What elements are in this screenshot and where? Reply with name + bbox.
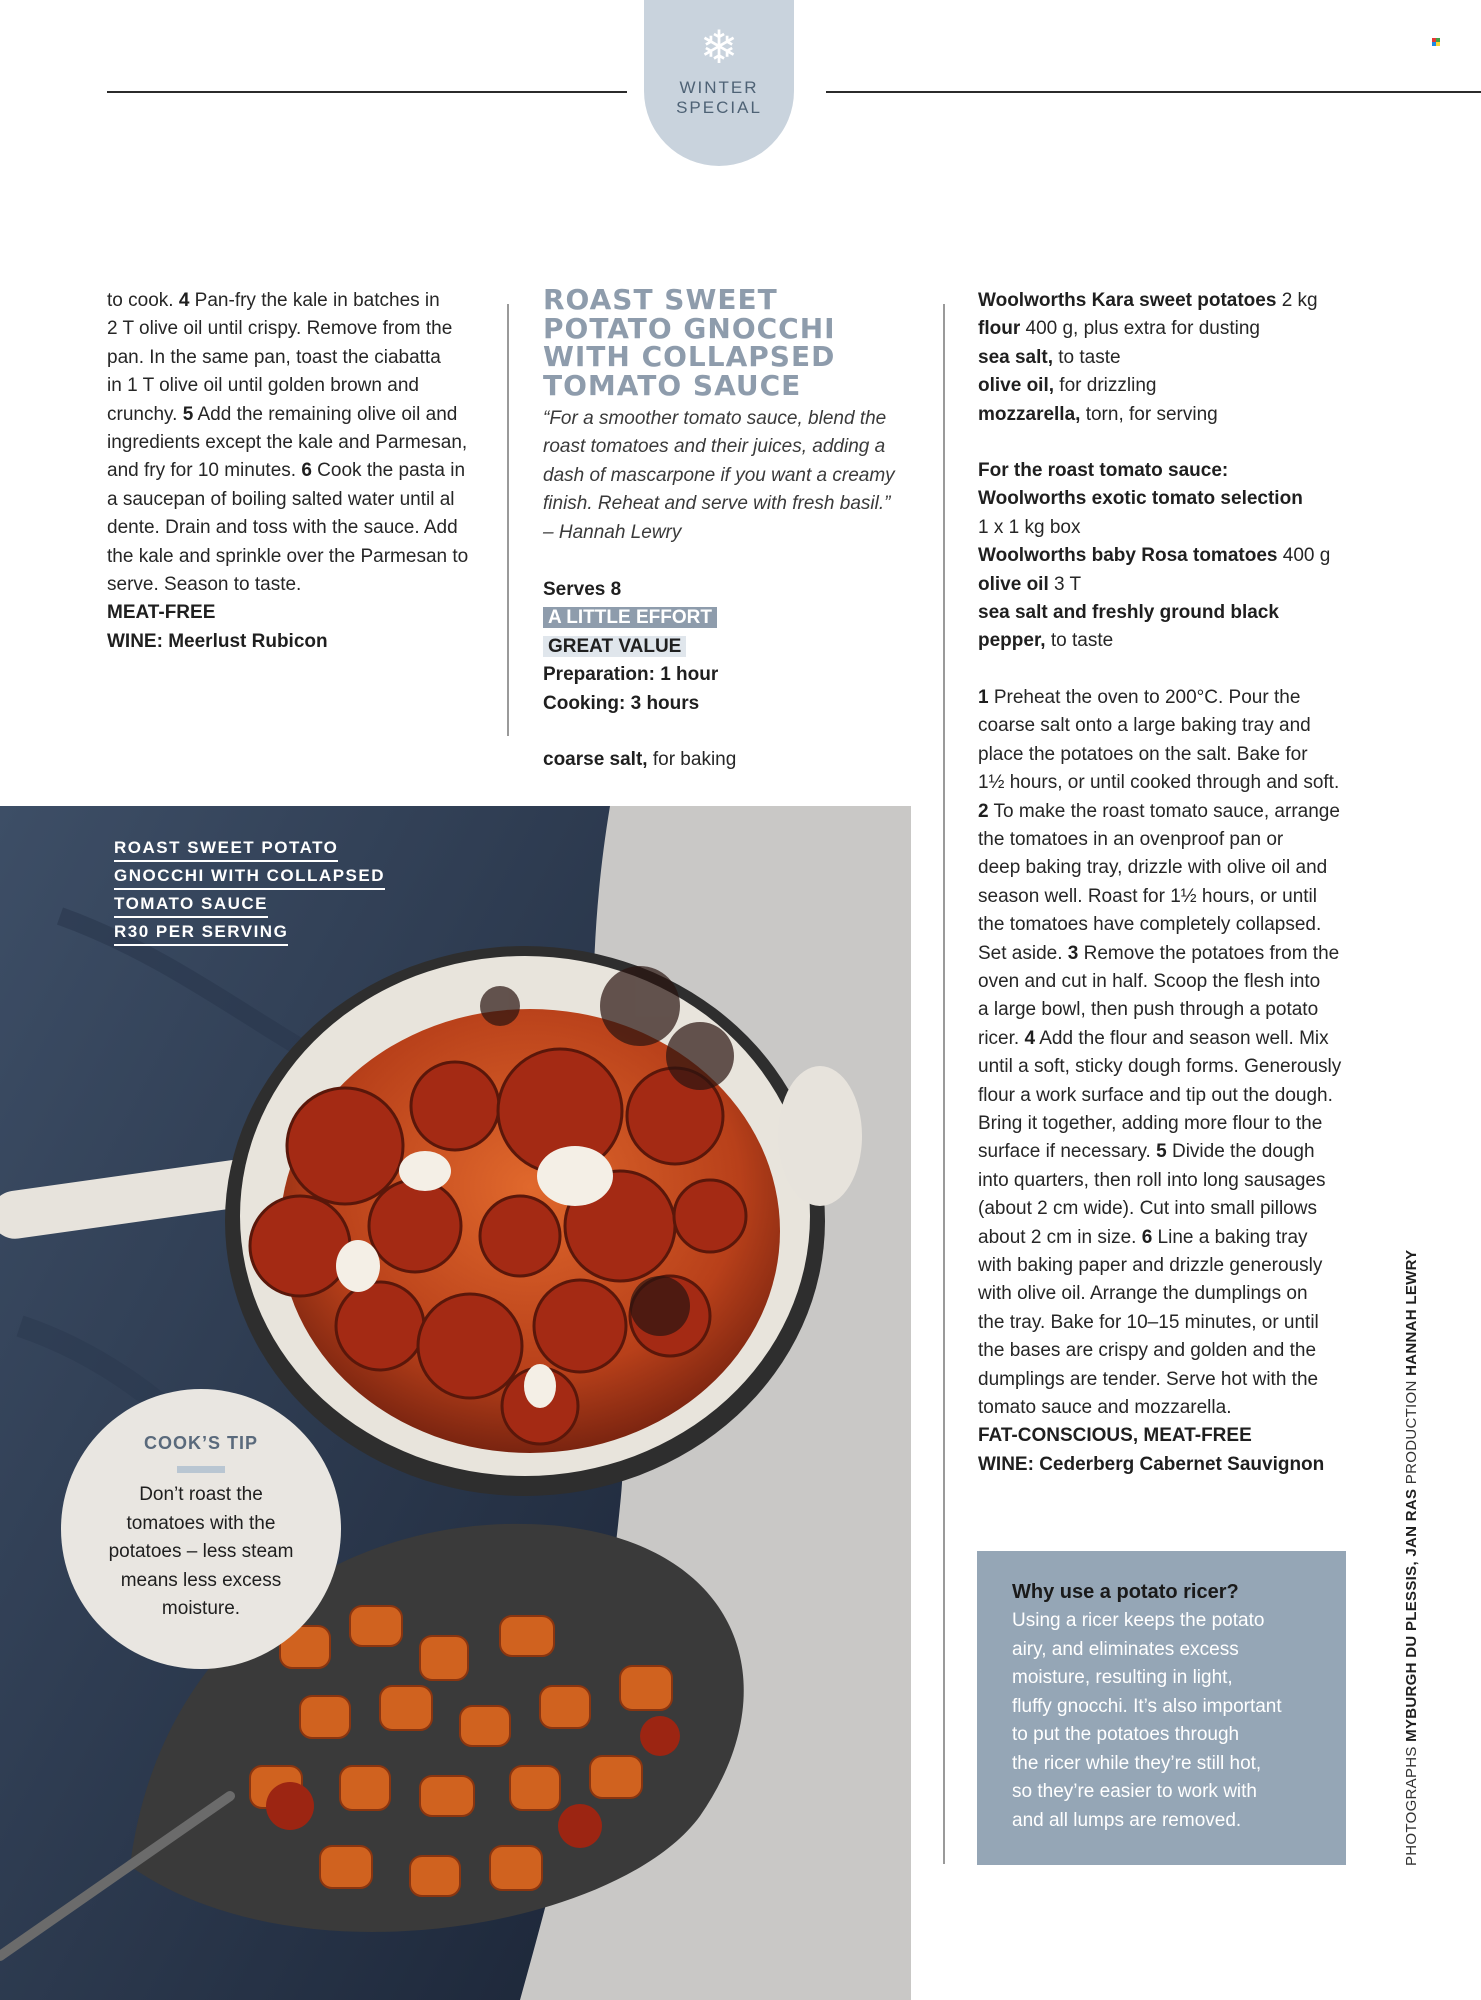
- ingredient-row: [978, 542, 1358, 570]
- left-wine-label: WINE: Meerlust Rubicon: [107, 630, 328, 652]
- ricer-box-text: [1012, 1607, 1318, 1835]
- ingredient-detail: to taste: [1053, 346, 1121, 368]
- method-line: [978, 1280, 1358, 1308]
- left-method-line: [107, 457, 487, 485]
- caption-line: [114, 862, 385, 890]
- method-line: [978, 1309, 1358, 1337]
- credit-photographers: MYBURGH DU PLESSIS, JAN RAS: [1403, 1488, 1420, 1742]
- method-line: [978, 1394, 1358, 1422]
- left-method-line: [107, 287, 487, 315]
- ricer-box-title: Why use a potato ricer?: [1012, 1581, 1239, 1603]
- quote-line: “For a smoother tomato sauce, blend the: [543, 408, 887, 429]
- winter-special-tab: [644, 0, 794, 166]
- ingredient-row: [978, 627, 1358, 655]
- ricer-box-line: to put the potatoes through: [1012, 1724, 1240, 1745]
- tab-label-line2: SPECIAL: [676, 98, 762, 117]
- recipe-title: [543, 283, 923, 402]
- line-text: with olive oil. Arrange the dumplings on: [978, 1283, 1308, 1305]
- line-text: ingredients except the kale and Parmesan,: [107, 432, 468, 454]
- left-method-line: [107, 372, 487, 400]
- step-number: 6: [301, 460, 312, 482]
- ingredient-row: [978, 344, 1358, 372]
- method-line: [978, 798, 1358, 826]
- step-number: 4: [178, 290, 190, 311]
- method-line: [978, 769, 1358, 797]
- ingredient-name: pepper,: [978, 630, 1046, 652]
- ingredient-row: [978, 372, 1358, 400]
- ricer-box-line: and all lumps are removed.: [1012, 1809, 1242, 1831]
- line-text: a saucepan of boiling salted water until al: [107, 488, 455, 510]
- line-text: Pan-fry the kale in batches in: [189, 290, 440, 311]
- method-line: [978, 996, 1358, 1024]
- effort-badge: A LITTLE EFFORT: [543, 607, 717, 628]
- method-line: [978, 712, 1358, 740]
- ingredient-coarse-salt: [543, 746, 923, 774]
- ingredient-name: sea salt and freshly ground black: [978, 602, 1279, 624]
- ricer-info-box: [977, 1551, 1346, 1865]
- ingredients-method-column: [978, 287, 1358, 1479]
- left-method-line: [107, 543, 487, 571]
- step-number: 5: [182, 403, 194, 425]
- line-text: and fry for 10 minutes.: [107, 460, 302, 482]
- left-method-line: [107, 514, 487, 542]
- line-text: crunchy.: [107, 403, 183, 425]
- line-text: Cook the pasta in: [311, 460, 466, 482]
- left-column: [107, 287, 487, 656]
- line-text: place the potatoes on the salt. Bake for: [978, 743, 1308, 765]
- quote-line: roast tomatoes and their juices, adding a: [543, 436, 886, 458]
- ingredient-row: [978, 287, 1358, 315]
- ingredient-detail: 3 T: [1048, 573, 1082, 595]
- method-line: [978, 854, 1358, 882]
- ingredient-detail: for baking: [647, 749, 737, 771]
- ingredient-row: [978, 315, 1358, 343]
- ingredient-row: [978, 485, 1358, 513]
- line-text: Line a baking tray: [1152, 1226, 1308, 1248]
- ingredient-detail: 2 kg: [1276, 290, 1318, 311]
- ingredient-row: [978, 401, 1358, 429]
- cooks-tip-line: means less excess: [120, 1569, 282, 1591]
- credit-production-label: PRODUCTION: [1403, 1375, 1420, 1489]
- caption-line: [114, 918, 385, 946]
- method-line: [978, 1252, 1358, 1280]
- serves-label: Serves 8: [543, 579, 622, 601]
- line-text: coarse salt onto a large baking tray and: [978, 715, 1311, 737]
- caption-line: [114, 834, 385, 862]
- line-text: a large bowl, then push through a potato: [978, 999, 1319, 1021]
- recipe-intro-column: [543, 283, 923, 774]
- line-text: the kale and sprinkle over the Parmesan to: [107, 545, 469, 567]
- method-line: [978, 1138, 1358, 1166]
- line-text: Add the remaining olive oil and: [193, 403, 458, 425]
- ricer-box-line: moisture, resulting in light,: [1012, 1667, 1233, 1688]
- color-registration-icon: [1432, 38, 1441, 47]
- column-divider-1: [507, 304, 509, 736]
- step-number: 4: [1024, 1027, 1036, 1049]
- left-method-line: [107, 571, 487, 599]
- cooks-tip-line: tomatoes with the: [126, 1512, 276, 1534]
- quote-line: dash of mascarpone if you want a creamy: [543, 464, 895, 486]
- line-text: tomato sauce and mozzarella.: [978, 1397, 1232, 1419]
- ingredient-name: Woolworths baby Rosa tomatoes: [978, 545, 1278, 567]
- gnocchi-photo: [0, 806, 911, 2000]
- prep-time: Preparation: 1 hour: [543, 664, 719, 686]
- line-text: Remove the potatoes from the: [1078, 942, 1340, 964]
- line-text: deep baking tray, drizzle with olive oil and: [978, 857, 1328, 879]
- line-text: to cook.: [107, 290, 179, 311]
- step-number: 6: [1141, 1226, 1153, 1248]
- left-method-line: [107, 486, 487, 514]
- left-method-text: [107, 287, 487, 599]
- method-line: [978, 1224, 1358, 1252]
- ingredient-name: sea salt,: [978, 346, 1053, 368]
- line-text: the tray. Bake for 10–15 minutes, or until: [978, 1311, 1319, 1333]
- line-text: in 1 T olive oil until golden brown and: [107, 375, 419, 397]
- line-text: the tomatoes have completely collapsed.: [978, 914, 1322, 936]
- method-line: [978, 1337, 1358, 1365]
- column-divider-2: [943, 304, 945, 1864]
- line-text: dumplings are tender. Serve hot with the: [978, 1368, 1319, 1390]
- caption-line: [114, 890, 385, 918]
- sauce-heading: For the roast tomato sauce:: [978, 460, 1229, 482]
- caption-text: R30 PER SERVING: [114, 921, 288, 946]
- value-badge: GREAT VALUE: [543, 636, 686, 657]
- line-text: Bring it together, adding more flour to the: [978, 1112, 1323, 1134]
- line-text: Divide the dough: [1166, 1141, 1315, 1163]
- line-text: To make the roast tomato sauce, arrange: [988, 800, 1340, 822]
- photo-caption: [114, 834, 385, 946]
- line-text: with baking paper and drizzle generously: [978, 1255, 1323, 1276]
- line-text: Set aside.: [978, 942, 1068, 964]
- method-line: [978, 826, 1358, 854]
- left-diet-label: MEAT-FREE: [107, 602, 216, 624]
- recipe-quote: [543, 405, 923, 547]
- line-text: season well. Roast for 1½ hours, or until: [978, 885, 1318, 907]
- left-method-line: [107, 344, 487, 372]
- recipe-title-line: WITH COLLAPSED: [543, 340, 836, 373]
- line-text: 1½ hours, or until cooked through and soft.: [978, 772, 1340, 794]
- ricer-box-line: fluffy gnocchi. It’s also important: [1012, 1695, 1282, 1717]
- line-text: dente. Drain and toss with the sauce. Add: [107, 517, 458, 539]
- header-rule-right: [826, 91, 1481, 93]
- quote-line: finish. Reheat and serve with fresh basil.”: [543, 493, 891, 515]
- method-line: [978, 741, 1358, 769]
- method-line: [978, 883, 1358, 911]
- step-number: 1: [978, 686, 989, 708]
- line-text: surface if necessary.: [978, 1141, 1157, 1163]
- method-line: [978, 1195, 1358, 1223]
- ingredient-name: olive oil: [978, 573, 1049, 595]
- method-line: [978, 684, 1358, 712]
- line-text: until a soft, sticky dough forms. Generously: [978, 1056, 1342, 1078]
- ricer-box-line: airy, and eliminates excess: [1012, 1638, 1239, 1660]
- ingredient-name: coarse salt,: [543, 749, 648, 771]
- snowflake-icon: ❄: [699, 21, 739, 73]
- ricer-box-line: Using a ricer keeps the potato: [1012, 1610, 1265, 1631]
- ingredients-list: [978, 287, 1358, 429]
- ingredient-detail: 400 g, plus extra for dusting: [1020, 318, 1260, 340]
- step-number: 5: [1156, 1141, 1167, 1163]
- ingredient-detail: 1 x 1 kg box: [978, 516, 1081, 538]
- method-line: [978, 1110, 1358, 1138]
- method-line: [978, 1082, 1358, 1110]
- ricer-box-line: so they’re easier to work with: [1012, 1781, 1257, 1802]
- ingredient-name: mozzarella,: [978, 403, 1081, 425]
- cooks-tip-text: [91, 1481, 311, 1624]
- line-text: oven and cut in half. Scoop the flesh into: [978, 970, 1321, 992]
- ingredient-name: flour: [978, 318, 1021, 340]
- cooks-tip-line: potatoes – less steam: [108, 1541, 294, 1562]
- ingredient-detail: for drizzling: [1054, 375, 1157, 397]
- ingredient-name: Woolworths Kara sweet potatoes: [978, 290, 1277, 311]
- recipe-title-line: ROAST SWEET: [543, 283, 778, 316]
- ingredient-name: olive oil,: [978, 375, 1055, 397]
- step-number: 2: [978, 800, 989, 822]
- sauce-ingredients-list: [978, 485, 1358, 655]
- method-line: [978, 1167, 1358, 1195]
- caption-text: ROAST SWEET POTATO: [114, 837, 338, 862]
- method-line: [978, 1366, 1358, 1394]
- recipe-title-line: TOMATO SAUCE: [543, 368, 802, 402]
- ingredient-detail: 400 g: [1277, 545, 1331, 567]
- credit-producer: HANNAH LEWRY: [1403, 1249, 1420, 1376]
- credit-photos-label: PHOTOGRAPHS: [1403, 1741, 1420, 1866]
- ingredient-detail: torn, for serving: [1080, 403, 1218, 425]
- method-text: [978, 684, 1358, 1423]
- header-rule-left: [107, 91, 627, 93]
- method-diet-label: FAT-CONSCIOUS, MEAT-FREE: [978, 1425, 1252, 1447]
- ingredient-name: Woolworths exotic tomato selection: [978, 488, 1303, 510]
- cooks-tip-divider: [177, 1466, 225, 1473]
- line-text: pan. In the same pan, toast the ciabatta: [107, 346, 441, 368]
- ingredient-row: [978, 571, 1358, 599]
- cook-time: Cooking: 3 hours: [543, 692, 700, 714]
- method-line: [978, 940, 1358, 968]
- photo-credits: [1403, 1250, 1420, 1866]
- caption-text: GNOCCHI WITH COLLAPSED: [114, 865, 385, 890]
- recipe-title-line: POTATO GNOCCHI: [543, 311, 836, 345]
- ingredient-row: [978, 514, 1358, 542]
- quote-line: – Hannah Lewry: [543, 521, 682, 543]
- left-method-line: [107, 401, 487, 429]
- method-line: [978, 968, 1358, 996]
- line-text: serve. Season to taste.: [107, 574, 302, 596]
- line-text: the tomatoes in an ovenproof pan or: [978, 828, 1284, 850]
- food-photo-illustration: [0, 806, 911, 2000]
- method-line: [978, 1025, 1358, 1053]
- cooks-tip-line: moisture.: [161, 1598, 241, 1619]
- method-line: [978, 1053, 1358, 1081]
- line-text: ricer.: [978, 1027, 1025, 1049]
- ricer-box-line: the ricer while they’re still hot,: [1012, 1752, 1262, 1774]
- line-text: flour a work surface and tip out the dough.: [978, 1084, 1333, 1106]
- cooks-tip: [61, 1389, 341, 1669]
- line-text: Add the flour and season well. Mix: [1035, 1027, 1329, 1049]
- left-method-line: [107, 429, 487, 457]
- cooks-tip-heading: COOK’S TIP: [143, 1433, 258, 1453]
- method-line: [978, 911, 1358, 939]
- line-text: Preheat the oven to 200°C. Pour the: [988, 686, 1301, 708]
- line-text: the bases are crispy and golden and the: [978, 1340, 1317, 1362]
- left-method-line: [107, 315, 487, 343]
- caption-text: TOMATO SAUCE: [114, 893, 268, 918]
- step-number: 3: [1067, 942, 1079, 964]
- ingredient-row: [978, 599, 1358, 627]
- line-text: (about 2 cm wide). Cut into small pillows: [978, 1198, 1317, 1220]
- line-text: 2 T olive oil until crispy. Remove from the: [107, 318, 453, 340]
- tab-label-line1: WINTER: [679, 78, 759, 97]
- line-text: about 2 cm in size.: [978, 1226, 1142, 1248]
- line-text: into quarters, then roll into long sausages: [978, 1169, 1326, 1191]
- method-wine-label: WINE: Cederberg Cabernet Sauvignon: [978, 1453, 1325, 1475]
- ingredient-detail: to taste: [1045, 630, 1114, 652]
- cooks-tip-line: Don’t roast the: [139, 1484, 263, 1505]
